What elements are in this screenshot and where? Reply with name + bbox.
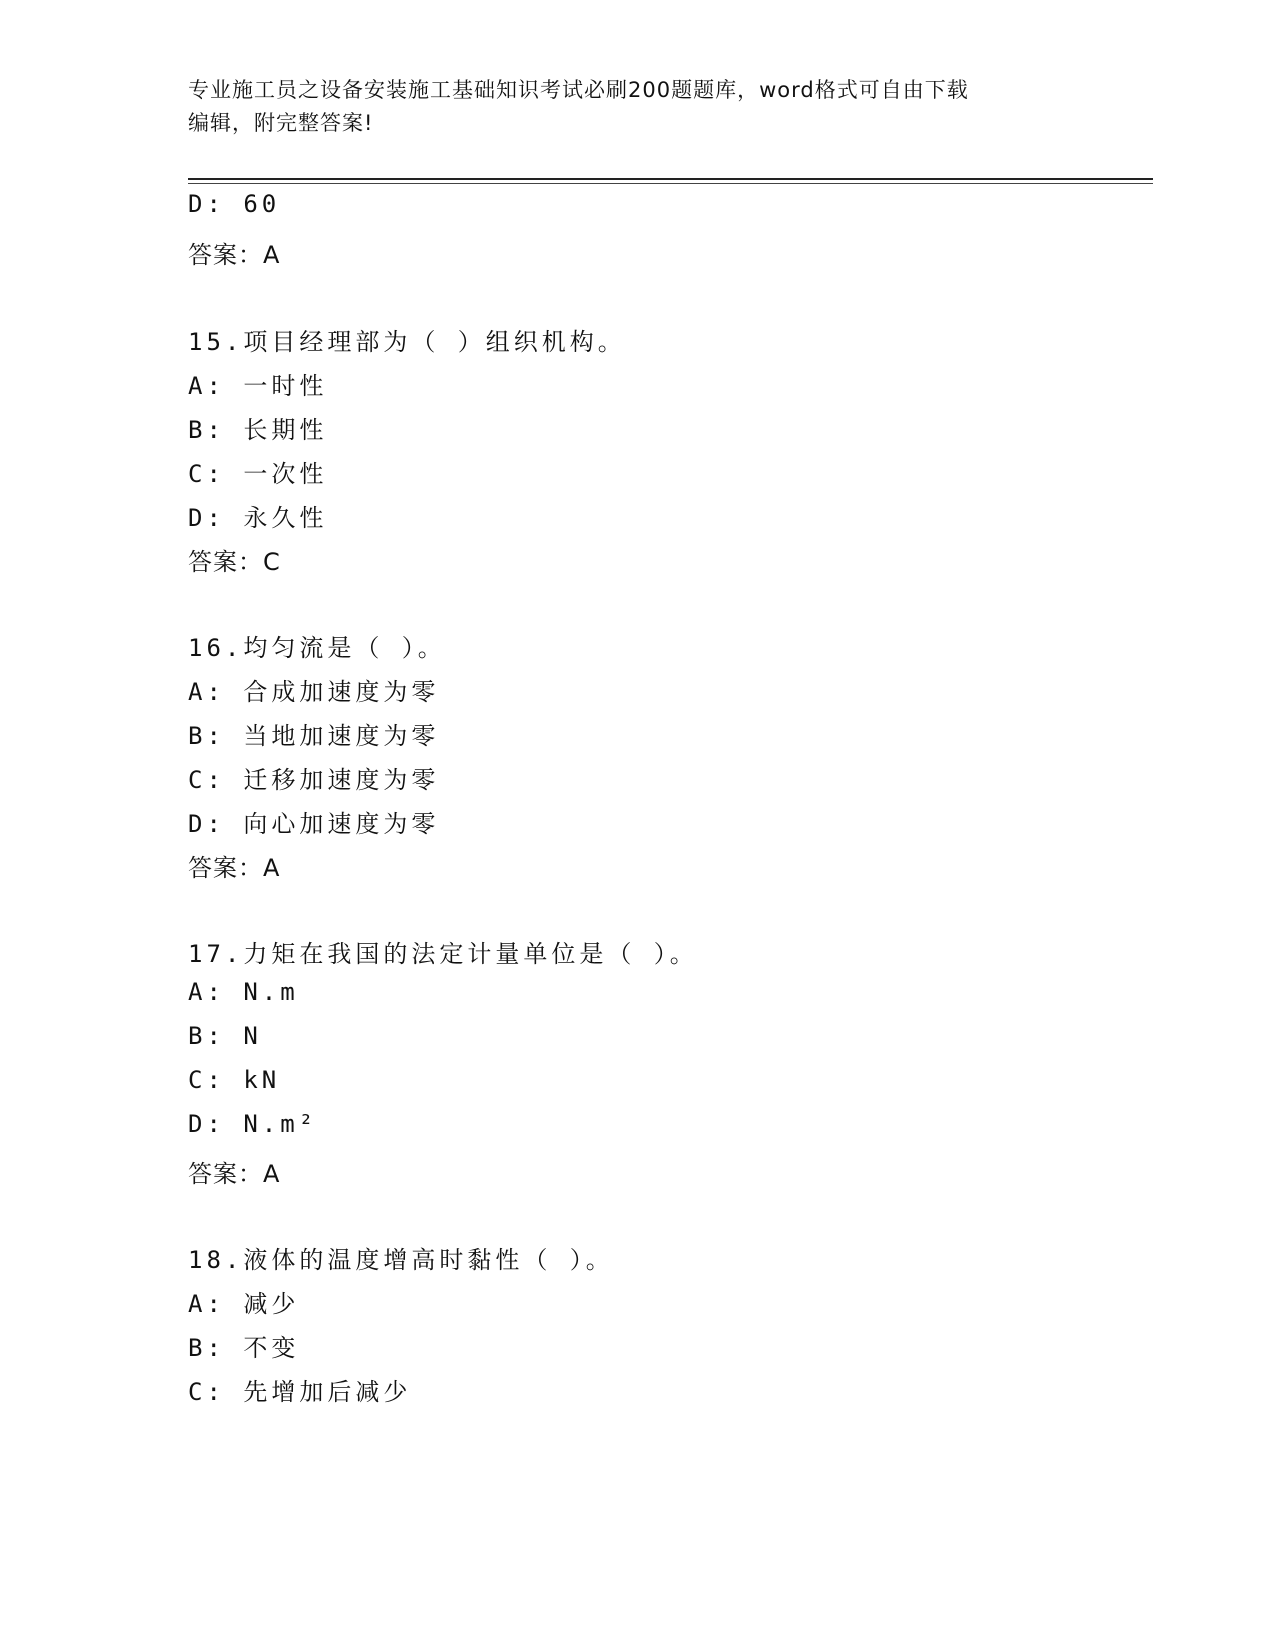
q18-stem: 18.液体的温度增高时黏性（ ）。 xyxy=(188,1246,614,1274)
q18-option-b: B: 不变 xyxy=(188,1334,300,1362)
q15-option-b: B: 长期性 xyxy=(188,416,328,444)
header-divider-thick xyxy=(188,178,1153,180)
q14-answer: 答案：A xyxy=(188,241,281,269)
q18-option-a: A: 减少 xyxy=(188,1290,300,1318)
header-divider-thin xyxy=(188,183,1153,184)
q17-option-a: A: N.m xyxy=(188,978,299,1006)
document-header xyxy=(188,74,1068,140)
q16-stem: 16.均匀流是（ ）。 xyxy=(188,634,446,662)
q15-answer: 答案：C xyxy=(188,548,281,576)
q17-option-c: C: kN xyxy=(188,1066,281,1094)
q18-option-c: C: 先增加后减少 xyxy=(188,1378,412,1406)
q15-option-c: C: 一次性 xyxy=(188,460,328,488)
q15-stem: 15.项目经理部为（ ）组织机构。 xyxy=(188,328,626,356)
q15-option-a: A: 一时性 xyxy=(188,372,328,400)
q17-option-d: D: N.m² xyxy=(188,1110,318,1138)
header-title-line2: 编辑，附完整答案! xyxy=(188,111,374,135)
header-title-line1: 专业施工员之设备安装施工基础知识考试必刷200题题库，word格式可自由下载 xyxy=(188,78,969,102)
q16-option-b: B: 当地加速度为零 xyxy=(188,722,440,750)
q17-answer: 答案：A xyxy=(188,1160,281,1188)
q16-option-d: D: 向心加速度为零 xyxy=(188,810,440,838)
q17-option-b: B: N xyxy=(188,1022,262,1050)
q15-option-d: D: 永久性 xyxy=(188,504,328,532)
q17-stem: 17.力矩在我国的法定计量单位是（ ）。 xyxy=(188,940,698,968)
q16-option-c: C: 迁移加速度为零 xyxy=(188,766,440,794)
q16-option-a: A: 合成加速度为零 xyxy=(188,678,440,706)
q14-option-d: D: 60 xyxy=(188,190,281,218)
q16-answer: 答案：A xyxy=(188,854,281,882)
